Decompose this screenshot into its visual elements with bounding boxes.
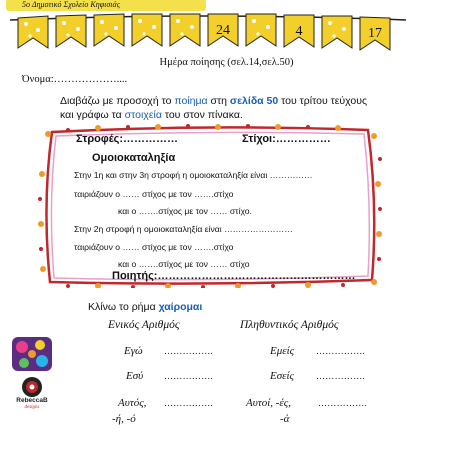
blank-ego: ……………. [164,346,214,356]
blank-esy: ……………. [164,371,214,381]
pronoun-aftoi: Αυτοί, -ές, [246,397,291,409]
rhyme-line-4: Στην 2η στροφή η ομοιοκαταληξία είναι …………………… [74,224,293,234]
pronoun-esy: Εσύ [126,370,144,382]
pronoun-eseis: Εσείς [270,370,294,382]
keyword-poem: ποίημα [174,95,208,107]
name-line: Όνομα:……………….... [22,74,128,85]
rhyme-line-2: ταιριάζουν ο …… στίχος με τον …….στίχο [74,189,234,199]
rhyme-line-6: και ο …….στίχος με τον …… στίχο [118,259,250,269]
pennant-7 [246,14,276,46]
pennant-4 [132,14,162,46]
pronoun-aftos: Αυτός, [118,397,147,409]
rhyme-line-3: και ο …….στίχος με τον …… στίχο. [118,206,252,216]
verb-instruction: Κλίνω το ρήμα χαίρομαι [88,301,203,313]
banner-number-1: 24 [216,23,230,38]
keyword-elements: στοιχεία [124,109,162,121]
verses-field: Στίχοι:…………… [242,133,331,145]
svg-text:designs: designs [24,405,40,409]
rhyme-heading: Ομοιοκαταληξία [92,152,176,164]
rhyme-line-1: Στην 1η και στην 3η στροφή η ομοιοκαταληξία είναι …………… [74,170,313,180]
page-title: Ημέρα ποίησης (σελ.14,σελ.50) [159,57,294,68]
blank-eseis: ……………. [316,371,366,381]
pronoun-aftoi-ending: -ά [280,413,290,425]
stanzas-field: Στροφές:…………… [76,133,179,145]
verb-word: χαίρομαι [158,301,203,313]
keyword-page: σελίδα 50 [229,95,279,107]
poet-field: Ποιητής:……………………………………………… [112,270,356,282]
blank-aftoi: ……………. [318,398,368,408]
pronoun-emeis: Εμείς [270,345,295,357]
rebeccab-designs-logo [10,375,54,409]
rhyme-line-5: ταιριάζουν ο …… στίχος με τον …….στίχο [74,242,234,252]
blank-aftos: ……………. [164,398,214,408]
pennant-3 [94,14,124,46]
singular-heading: Ενικός Αριθμός [108,319,180,331]
plural-heading: Πληθυντικός Αριθμός [240,319,339,331]
blank-emeis: ……………. [316,346,366,356]
pronoun-aftos-endings: -ή, -ό [112,413,136,425]
banner-number-2: 4 [295,24,303,39]
pennant-5 [170,14,200,46]
pronoun-ego: Εγώ [124,345,143,357]
pennant-9 [322,16,352,48]
colorful-logo-image [12,337,52,371]
instruction-text: Διαβάζω με προσοχή το ποίημα στη σελίδα 50 του τρίτου τεύχους και γράφω τα στοιχεία του στον πίνακα. [60,95,368,121]
svg-text:RebeccaB: RebeccaB [16,397,48,404]
pennant-banner [8,8,408,58]
pennant-1 [18,16,48,48]
school-name-header: 5ο Δημοτικό Σχολείο Κηφισιάς [6,0,206,11]
banner-number-3: 17 [368,26,382,41]
pennant-2 [56,15,86,47]
